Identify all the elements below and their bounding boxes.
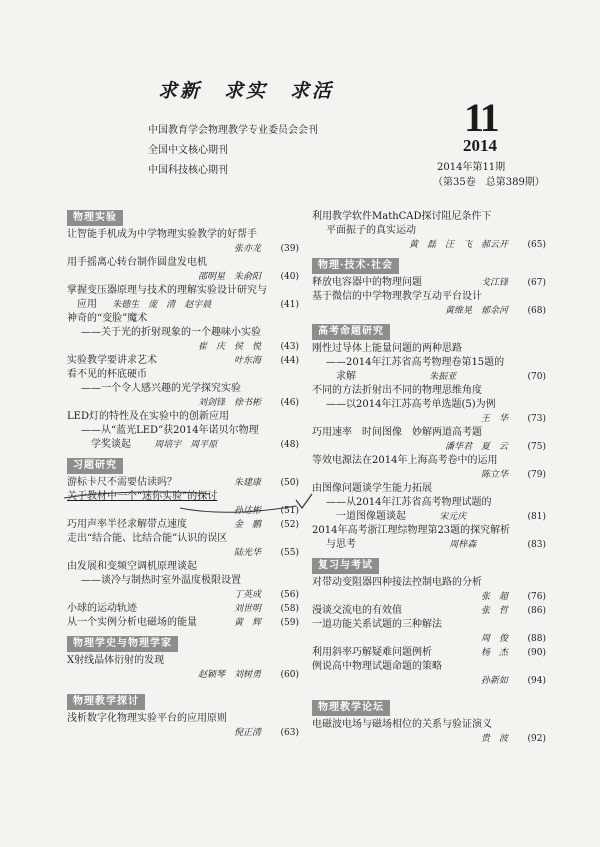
entry-authors: 周培宇 周平原 [154,440,218,450]
page-number: (79) [527,470,546,480]
section-heading: 物理教学探讨 [67,694,145,710]
toc-entry[interactable] [312,482,546,524]
page-number: (43) [280,342,299,352]
sponsor-line: 全国中文核心期刊 [148,145,228,156]
issue-month-line: 2014年第11期 [437,162,506,173]
entry-title: X射线晶体衍射的发现 [67,655,165,666]
page-number: (55) [280,548,299,558]
page-number: (60) [280,670,299,680]
entry-authors: 张 哲 [480,606,508,616]
entry-title-text: 从一个实例分析电磁场的能量 [67,617,197,628]
toc-entry[interactable] [67,602,299,616]
toc-entry[interactable] [312,718,546,746]
page-number: (86) [527,606,546,616]
entry-title [67,616,299,630]
toc-entry[interactable] [312,524,546,552]
toc-entry[interactable] [312,646,546,660]
entry-title-text: 漫谈交流电的有效值 [312,605,402,616]
entry-title: 关于教材中一个“迷你实验”的探讨 [67,491,218,502]
page-number: (88) [527,634,546,644]
entry-title: 让智能手机成为中学物理实验教学的好帮手 [67,229,257,240]
entry-authors: 王 华 [480,414,508,424]
entry-subtitle-cont [312,370,546,384]
entry-subtitle: ——关于光的折射现象的一个趣味小实验 [81,327,261,338]
entry-title-text: 释放电容器中的物理问题 [312,277,422,288]
page-number: (51) [280,506,299,516]
section-heading: 复习与考试 [312,558,379,574]
toc-entry[interactable] [312,210,546,252]
entry-authors: 赵颖琴 刘树勇 [197,670,261,680]
entry-authors: 刘世明 [233,604,261,614]
page-number: (58) [280,604,299,614]
entry-title [67,354,299,368]
page-number: (48) [280,440,299,450]
entry-authors: 朱建康 [233,478,261,488]
entry-subtitle: ——从“蓝光LED”获2014年诺贝尔物理 [81,425,259,436]
toc-entry[interactable] [67,560,299,602]
entry-authors: 叶东海 [233,356,261,366]
entry-title-tail: 应用 [77,299,97,310]
entry-authors: 倪正清 [233,728,261,738]
toc-entry[interactable] [67,410,299,452]
entry-title-cont [67,298,299,312]
section-heading: 物理实验 [67,210,123,226]
entry-title: 基于微信的中学物理教学互动平台设计 [312,291,482,302]
entry-authors: 丁英成 [233,590,261,600]
entry-title [67,602,299,616]
entry-title: 用手摇离心转台制作圆盘发电机 [67,257,207,268]
entry-title: 刚性过导体上能量问题的两种思路 [312,343,462,354]
page-number: (70) [527,372,546,382]
page-number: (73) [527,414,546,424]
page-number: (44) [280,356,299,366]
toc-entry[interactable] [67,354,299,368]
entry-title: 例说高中物理试题命题的策略 [312,661,442,672]
toc-entry[interactable] [312,604,546,618]
entry-authors: 金 鹏 [233,520,261,530]
toc-entry[interactable] [67,654,299,682]
entry-authors: 邵明星 朱俞阳 [197,272,261,282]
entry-title [312,646,546,660]
entry-subtitle-tail: 与思考 [326,539,356,550]
issue-number: 11 [464,95,498,140]
entry-title: 对带动变阻器四种接法控制电路的分析 [312,577,482,588]
masthead-motto: 求新 求实 求活 [158,80,335,102]
toc-entry[interactable] [312,276,546,290]
entry-title: 由图像问题谈学生能力拓展 [312,483,432,494]
entry-title: 电磁波电场与磁场相位的关系与验证演义 [312,719,492,730]
toc-entry[interactable] [312,342,546,384]
page-number: (67) [527,278,546,288]
entry-subtitle-tail: 求解 [336,371,356,382]
entry-title: 由发展和变频空调机原理谈起 [67,561,197,572]
entry-authors: 孙新如 [480,676,508,686]
entry-authors: 朱振亚 [429,372,457,382]
entry-authors: 孙达彬 [233,506,261,516]
sponsor-line: 中国科技核心期刊 [148,165,228,176]
page-number: (63) [280,728,299,738]
entry-authors: 崔 庆 侯 悦 [197,342,261,352]
page-number: (68) [527,306,546,316]
entry-title-text: 小球的运动轨迹 [67,603,137,614]
toc-entry[interactable] [67,312,299,354]
section-heading: 高考命题研究 [312,324,390,340]
entry-title-text: 游标卡尺不需要估读吗？ [67,477,177,488]
section-heading: 物理教学论坛 [312,700,390,716]
entry-authors: 张 超 [480,592,508,602]
toc-entry[interactable] [67,368,299,410]
entry-title: 走出“结合能、比结合能”认识的误区 [67,533,228,544]
toc-entry[interactable] [67,616,299,630]
entry-authors: 黄维晃 郁余河 [444,306,508,316]
entry-title: 等效电源法在2014年上海高考卷中的运用 [312,455,498,466]
entry-subtitle: ——谈冷与制热时室外温度极限设置 [81,575,241,586]
entry-title [312,276,546,290]
entry-title-text: 巧用声率半径求解带点速度 [67,519,187,530]
page-number: (59) [280,618,299,628]
entry-title: 神奇的“变脸”魔术 [67,313,148,324]
entry-title: 浅析数字化物理实验平台的应用原则 [67,713,227,724]
entry-authors: 黄 辉 [233,618,261,628]
toc-entry[interactable] [312,290,546,318]
toc-entry[interactable] [67,712,299,740]
toc-entry[interactable] [67,518,299,532]
toc-entry[interactable] [312,660,546,688]
entry-title-text: 实验教学要讲求艺术 [67,355,157,366]
entry-title-text: 利用斜率巧解疑难问题例析 [312,647,432,658]
entry-title: 不同的方法折射出不同的物理思维角度 [312,385,482,396]
page-number: (75) [527,442,546,452]
page-number: (90) [527,648,546,658]
entry-authors: 黄 磊 汪 飞 郝云开 [408,240,508,250]
entry-title: 利用教学软件MathCAD探讨阻尼条件下 [312,211,492,222]
page-number: (94) [527,676,546,686]
entry-authors: 朱德生 庞 清 赵宇晨 [112,300,212,310]
toc-entry[interactable] [312,618,546,646]
toc-right-column [312,210,546,746]
entry-authors: 贵 波 [480,734,508,744]
entry-title: 一道功能关系试题的三种解法 [312,619,442,630]
entry-subtitle: 平面振子的真实运动 [326,225,416,236]
page-number: (65) [527,240,546,250]
section-heading: 习题研究 [67,458,123,474]
page-number: (46) [280,398,299,408]
entry-subtitle-tail: 一道图像题谈起 [336,511,406,522]
entry-title: LED灯的特性及在实验中的创新应用 [67,411,229,422]
page-number: (52) [280,520,299,530]
toc-entry[interactable] [312,454,546,482]
entry-authors: 张亦龙 [233,244,261,254]
toc-entry[interactable] [67,256,299,284]
toc-entry[interactable] [67,532,299,560]
toc-entry[interactable] [312,576,546,604]
entry-subtitle-cont [312,510,546,524]
page-number: (76) [527,592,546,602]
page-number: (92) [527,734,546,744]
section-heading: 物理学史与物理学家 [67,636,178,652]
issue-volume-line: （第35卷 总第389期） [433,177,545,188]
entry-subtitle: ——以2014年江苏高考单选题(5)为例 [326,399,496,410]
pen-annotation-mark [60,470,320,520]
entry-subtitle: ——从2014年江苏省高考物理试题的 [326,497,492,508]
entry-title: 掌握变压器原理与技术的理解实验设计研究与 [67,285,267,296]
entry-authors: 潘华君 夏 云 [444,442,508,452]
entry-authors: 陆光华 [233,548,261,558]
entry-authors: 戈江锋 [480,278,508,288]
toc-entry[interactable] [67,284,299,312]
entry-title: 巧用速率 时间图像 妙解两道高考题 [312,427,482,438]
entry-title [312,604,546,618]
entry-authors: 杨 杰 [480,648,508,658]
entry-authors: 周 俊 [480,634,508,644]
entry-authors: 周梓森 [449,540,477,550]
page-number: (41) [280,300,299,310]
page-number: (40) [280,272,299,282]
entry-title [67,518,299,532]
toc-entry[interactable] [312,426,546,454]
issue-year: 2014 [463,136,497,155]
page-number: (39) [280,244,299,254]
entry-authors: 宋元庆 [439,512,467,522]
sponsor-lines [148,121,318,181]
toc-entry[interactable] [312,384,546,426]
page-number: (83) [527,540,546,550]
page-number: (56) [280,590,299,600]
entry-title: 2014年高考浙江理综物理第23题的探究解析 [312,525,511,536]
entry-authors: 刘剑锋 徐书彬 [197,398,261,408]
entry-authors: 陈立华 [480,470,508,480]
sponsor-line: 中国教育学会物理教学专业委员会会刊 [148,125,318,136]
entry-subtitle-cont [312,538,546,552]
entry-subtitle-cont [67,438,299,452]
entry-subtitle-tail: 学奖谈起 [91,439,131,450]
entry-subtitle: ——一个令人感兴趣的光学探究实验 [81,383,241,394]
page-number: (81) [527,512,546,522]
entry-title: 看不见的杯底硬币 [67,369,147,380]
entry-subtitle: ——2014年江苏省高考物理卷第15题的 [326,357,505,368]
page-number: (50) [280,478,299,488]
toc-entry[interactable] [67,228,299,256]
section-heading: 物理·技术·社会 [312,258,399,274]
